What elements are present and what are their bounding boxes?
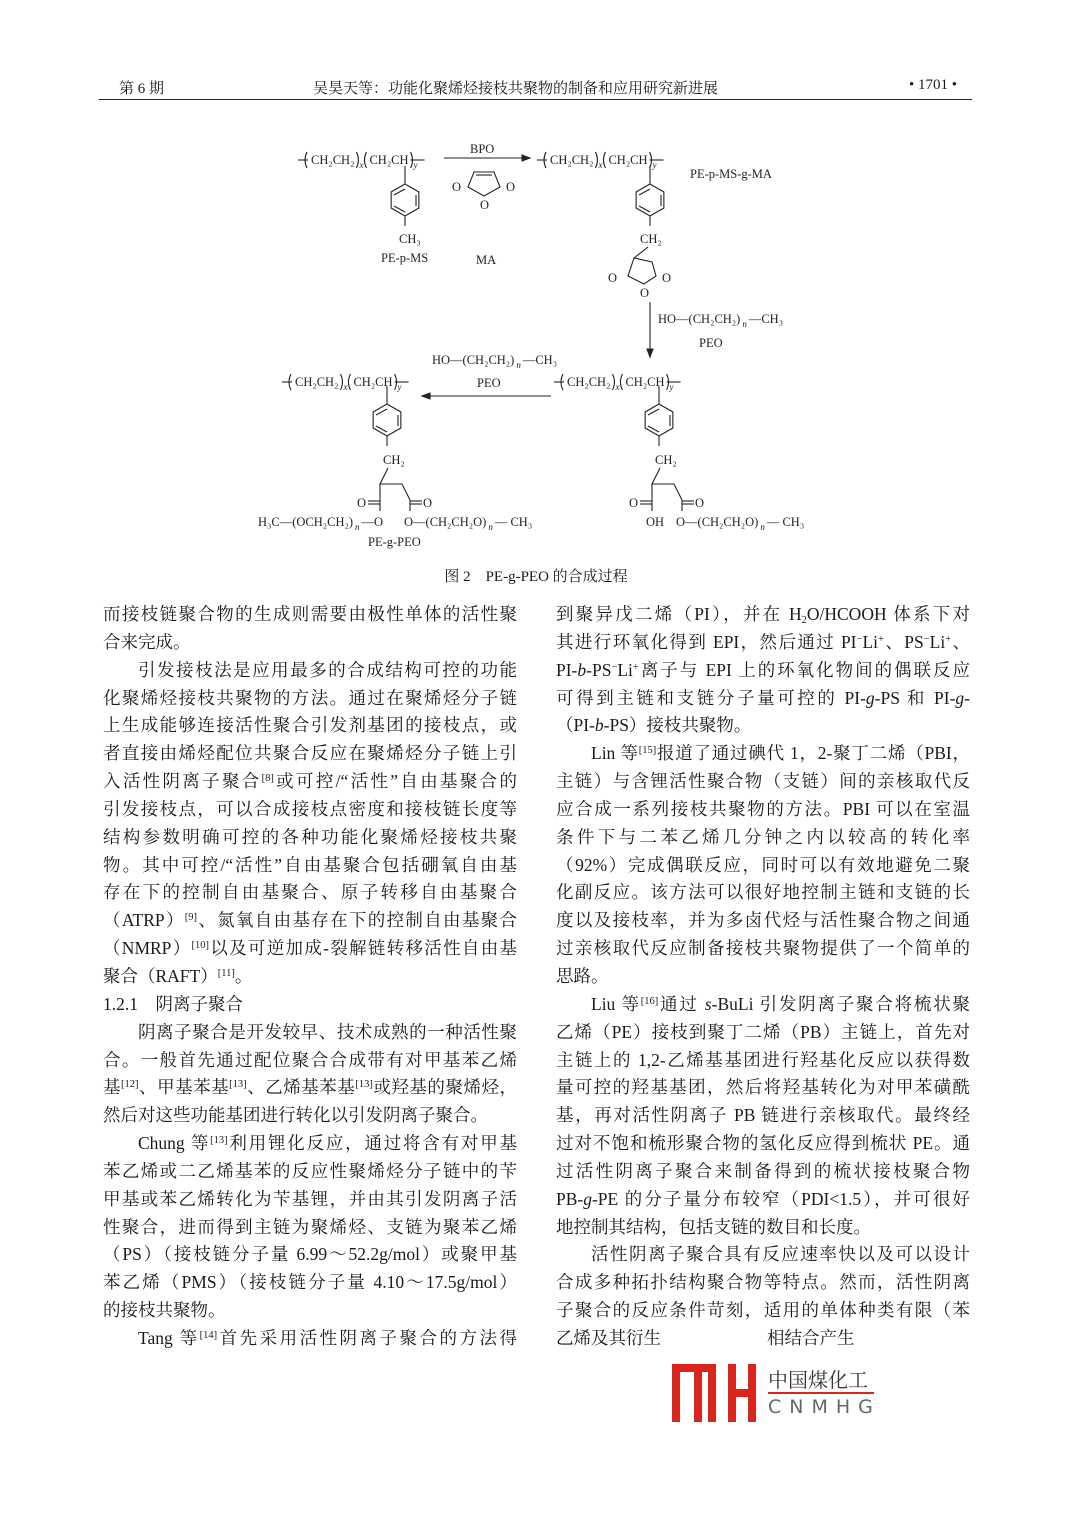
text-line	[103, 657, 517, 685]
text-run: 、乙烯基苯基	[246, 1077, 356, 1098]
text-line	[556, 1241, 970, 1269]
text-run: 物。其中可控/“活性”自由基聚合包括硼氧自由基	[103, 854, 517, 875]
italic-prefix: g	[583, 1188, 592, 1209]
text-run: 子聚合的反应条件苛刻，适用的单体种类有限（苯	[556, 1300, 970, 1321]
text-line	[103, 1047, 517, 1075]
text-run: 、氮氧自由基存在下的控制自由基聚合	[197, 910, 517, 931]
text-line	[103, 963, 517, 991]
text-run: 苯乙烯（PMS）（接枝链分子量 4.10～17.5g/mol）	[103, 1272, 517, 1293]
text-line	[556, 963, 970, 991]
peo-ester-chain: O—(CH₂CH₂O)	[676, 515, 759, 529]
text-line	[556, 712, 970, 740]
text-run: 量可控的羟基基团，然后将羟基转化为对甲苯磺酰	[556, 1077, 970, 1098]
text-run: 苯乙烯或二乙烯基苯的反应性聚烯烃分子链中的苄	[103, 1160, 517, 1181]
bracket-close	[356, 152, 358, 168]
citation-ref: [16]	[640, 995, 659, 1007]
text-line	[556, 1325, 970, 1353]
text-run: O/HCOOH 体系下对	[806, 604, 970, 624]
text-run: -	[964, 687, 970, 708]
subscript-label: n	[516, 360, 521, 370]
text-run: 度以及接枝率，并为多卤代烃与活性聚合物之间通	[556, 910, 970, 931]
oxygen: O	[480, 198, 490, 212]
text-run: 引发接枝法是应用最多的合成结构可控的功能	[138, 659, 517, 680]
text-line	[556, 1074, 970, 1102]
text-run: 上生成能够连接活性聚合引发剂基团的接枝点，或	[103, 715, 517, 736]
italic-prefix: g	[955, 687, 965, 708]
text-run: 1.2.1 阴离子聚合	[103, 993, 243, 1014]
text-run: 、甲基苯基	[138, 1077, 230, 1098]
text-run: 化聚烯烃接枝共聚物的方法。通过在聚烯烃分子链	[103, 687, 517, 708]
citation-ref: [13]	[355, 1079, 373, 1091]
text-run: Li	[862, 631, 878, 652]
text-line	[556, 740, 970, 768]
text-run: -BuLi 引发阴离子聚合将梳状聚	[711, 993, 970, 1014]
text-run: 条件下与二苯乙烯几分钟之内以较高的转化率	[556, 826, 970, 847]
text-run: 乙烯（PE）接枝到聚丁二烯（PB）主链上，首先对	[556, 1021, 970, 1042]
text-run: 、PS	[883, 631, 924, 652]
text-run: 基	[103, 1077, 122, 1098]
text-line	[103, 1214, 517, 1242]
text-run: Liu 等	[591, 993, 641, 1014]
text-run: 基，再对活性阴离子 PB 链进行亲核取代。最终经	[556, 1105, 970, 1126]
text-run: 合来完成。	[103, 631, 191, 652]
text-run: 或羟基的聚烯烃，	[372, 1077, 518, 1098]
repeat-unit-ethylene: CH₂CH₂	[311, 153, 355, 167]
text-run: （PI-	[556, 715, 595, 736]
bracket-close	[612, 374, 614, 390]
oxygen: O	[506, 180, 516, 194]
repeat-unit-styrene: CH₂CH	[608, 153, 648, 167]
text-run: 以及可逆加成-裂解链转移活性自由基	[209, 938, 517, 959]
subscript-label: x	[359, 160, 364, 170]
text-line	[556, 1130, 970, 1158]
text-line	[103, 1297, 517, 1325]
repeat-unit-styrene: CH₂CH	[625, 375, 665, 389]
text-run: Tang 等	[138, 1327, 200, 1348]
text-run: 、	[951, 631, 971, 652]
text-line	[103, 991, 517, 1019]
text-run: 主链上的 1,2-乙烯基基团进行羟基化反应以获得数	[556, 1049, 970, 1070]
text-line	[556, 1214, 970, 1242]
text-run: 合成多种拓扑结构聚合物等特点。然而，活性阴离	[556, 1272, 970, 1293]
text-run: 存在下的控制自由基聚合、原子转移自由基聚合	[103, 882, 517, 903]
synthesis-scheme-figure	[0, 0, 1072, 560]
bracket-open	[364, 152, 366, 168]
text-run: 而接枝链聚合物的生成则需要由极性单体的活性聚	[103, 604, 517, 624]
repeat-unit-styrene: CH₂CH	[353, 375, 393, 389]
oxygen: O	[640, 286, 650, 300]
text-run: 合。一般首先通过配位聚合合成带有对甲基苯乙烯	[103, 1049, 517, 1070]
compound-label-pe-p-ms: PE-p-MS	[381, 251, 429, 265]
text-line	[103, 824, 517, 852]
text-line	[556, 935, 970, 963]
text-run: 阴离子聚合是开发较早、技术成熟的一种活性聚	[138, 1021, 517, 1042]
text-line	[103, 629, 517, 657]
cnmhg-logo-icon	[670, 1362, 760, 1424]
text-run: 者直接由烯烃配位共聚合反应在聚烯烃分子链上引	[103, 743, 517, 764]
text-run: 思路。	[556, 965, 609, 986]
citation-ref: [10]	[191, 940, 210, 952]
text-line	[556, 1269, 970, 1297]
text-line	[103, 1269, 517, 1297]
text-line	[556, 1186, 970, 1214]
peo-reagent-end: —CH₃	[522, 353, 558, 367]
oxygen: O	[452, 180, 462, 194]
text-run: 可得到主链和支链分子量可控的 PI-	[556, 687, 866, 708]
left-column	[103, 601, 517, 1353]
charge-superscript: +	[945, 633, 952, 645]
subscript-label: x	[343, 382, 348, 392]
citation-ref: [14]	[199, 1329, 218, 1341]
peo-reagent-end: —CH₃	[748, 312, 784, 326]
charge-superscript: +	[632, 661, 639, 673]
compound-label-pe-g-peo: PE-g-PEO	[368, 535, 421, 549]
text-run: 聚合（RAFT）	[103, 965, 218, 986]
text-line	[556, 1047, 970, 1075]
text-run: 到聚异戊二烯（PI），并在 H	[556, 604, 802, 624]
bond-line	[634, 247, 648, 258]
text-run: -PS）接枝共聚物。	[603, 715, 752, 736]
text-line	[556, 1019, 970, 1047]
carbonyl-oxygen: O	[629, 496, 639, 510]
italic-prefix: b	[577, 659, 587, 680]
text-line	[556, 824, 970, 852]
charge-superscript: −	[923, 633, 930, 645]
bracket-open	[620, 374, 622, 390]
repeat-unit-ethylene: CH₂CH₂	[567, 375, 611, 389]
watermark	[670, 1362, 880, 1424]
peo-ester-end: —O	[361, 515, 384, 529]
text-line	[103, 935, 517, 963]
text-line	[103, 685, 517, 713]
text-run: 应合成一系列接枝共聚物的方法。PBI 可以在室温	[556, 798, 970, 819]
text-line	[103, 1325, 517, 1353]
text-run: 离子与 EPI 上的环氧化物间的偶联反应	[638, 659, 970, 680]
arrow-head-icon	[522, 155, 530, 161]
oxygen: O	[662, 271, 672, 285]
text-line	[556, 1297, 970, 1325]
repeat-unit-ethylene: CH₂CH₂	[295, 375, 339, 389]
charge-superscript: +	[878, 633, 884, 645]
charge-superscript: −	[856, 633, 863, 645]
text-run: 通过	[658, 993, 705, 1014]
peo-reagent: HO—(CH₂CH₂)	[432, 353, 515, 367]
text-run: 甲基或苯乙烯转化为苄基锂，并由其引发阴离子活	[103, 1188, 517, 1209]
text-run: -PS 和 PI-	[874, 687, 956, 708]
text-line	[556, 991, 970, 1019]
text-run: -PS	[586, 659, 612, 680]
text-run: 报道了通过碘代 1，2-聚丁二烯（PBI，	[656, 743, 970, 764]
subscript-label: y	[652, 160, 657, 170]
italic-prefix: g	[865, 687, 875, 708]
maleic-anhydride-ring-icon	[468, 172, 500, 196]
methylene-group: CH₂	[640, 232, 662, 246]
text-run: 过对不饱和梳形聚合物的氢化反应得到梳状 PE。通	[556, 1133, 970, 1154]
repeat-unit-ethylene: CH₂CH₂	[550, 153, 594, 167]
subscript-label: n	[355, 522, 360, 532]
text-line	[556, 657, 970, 685]
methyl-group: CH₃	[399, 232, 421, 246]
text-run: 。	[234, 965, 253, 986]
text-line	[556, 879, 970, 907]
subscript-label: y	[413, 160, 418, 170]
text-line	[556, 907, 970, 935]
methylene-group: CH₂	[655, 453, 677, 467]
text-run: Li	[617, 659, 633, 680]
text-run: 过活性阴离子聚合来制备得到的梳状接枝聚合物	[556, 1160, 970, 1181]
text-line	[556, 629, 970, 657]
text-run: （92%）完成偶联反应，同时可以有效地避免二聚	[556, 854, 970, 875]
figure-caption: 图 2 PE-g-PEO 的合成过程	[444, 569, 628, 585]
text-line	[556, 1158, 970, 1186]
oxygen: O	[608, 271, 618, 285]
text-line	[556, 685, 970, 713]
subscript-label: n	[742, 319, 747, 329]
text-run: 地控制其结构，包括支链的数目和长度。	[556, 1216, 871, 1237]
text-run: 过亲核取代反应制备接枝共聚物提供了一个简单的	[556, 938, 970, 959]
subscript-label: y	[397, 382, 402, 392]
text-line	[103, 1186, 517, 1214]
bracket-open	[603, 152, 605, 168]
reagent-bpo: BPO	[470, 142, 495, 156]
text-line	[103, 601, 517, 629]
text-run: 利用锂化反应，通过将含有对甲基	[227, 1133, 517, 1154]
subscript: 2	[801, 615, 807, 626]
text-run: 乙烯及其衍生	[556, 1327, 661, 1348]
text-run: -PE 的分子量分布较窄（PDI<1.5），并可很好	[591, 1188, 970, 1209]
text-line	[103, 1074, 517, 1102]
issue-number: 第 6 期	[119, 81, 165, 97]
italic-prefix: s	[704, 993, 712, 1014]
citation-ref: [12]	[121, 1079, 139, 1091]
text-run: 化副反应。该方法可以很好地控制主链和支链的长	[556, 882, 970, 903]
peo-reagent: HO—(CH₂CH₂)	[658, 312, 741, 326]
text-line	[103, 768, 517, 796]
arrow-head-icon	[422, 393, 430, 399]
peo-ester-end: — CH₃	[494, 515, 533, 529]
subscript-label: y	[669, 382, 674, 392]
text-line	[103, 1241, 517, 1269]
watermark-chinese: 中国煤化工	[768, 1368, 868, 1392]
text-line	[103, 907, 517, 935]
text-line	[103, 1158, 517, 1186]
compound-label-pe-p-ms-g-ma: PE-p-MS-g-MA	[690, 167, 772, 181]
text-run: 结构参数明确可控的各种功能化聚烯烃接枝共聚	[103, 826, 517, 847]
benzene-ring-icon	[391, 184, 419, 216]
carbonyl-oxygen: O	[695, 496, 705, 510]
text-line	[103, 712, 517, 740]
repeat-unit-styrene: CH₂CH	[369, 153, 409, 167]
watermark-underline	[768, 1392, 874, 1394]
text-run: PI-	[556, 659, 578, 680]
text-run: 性聚合，进而得到主链为聚烯烃、支链为聚苯乙烯	[103, 1216, 517, 1237]
citation-ref: [8]	[261, 773, 274, 785]
bracket-close	[340, 374, 342, 390]
anhydride-ring-icon	[628, 258, 656, 284]
benzene-ring-icon	[373, 404, 401, 436]
text-line	[103, 1019, 517, 1047]
text-line	[556, 1102, 970, 1130]
text-line	[103, 1102, 517, 1130]
compound-label-ma: MA	[476, 253, 497, 267]
text-line	[103, 740, 517, 768]
text-run: 活性阴离子聚合具有反应速率快以及可以设计	[591, 1244, 970, 1265]
running-title: 吴昊天等：功能化聚烯烃接枝共聚物的制备和应用研究新进展	[313, 81, 719, 97]
citation-ref: [15]	[638, 745, 657, 757]
text-run: 相结合产生	[767, 1327, 855, 1348]
text-run: 入活性阴离子聚合	[103, 771, 262, 792]
text-line	[103, 1130, 517, 1158]
citation-ref: [13]	[210, 1135, 228, 1147]
peo-ester-chain: O—(CH₂CH₂O)	[404, 515, 487, 529]
subscript-label: x	[615, 382, 620, 392]
subscript-label: n	[760, 522, 765, 532]
text-run: Chung 等	[138, 1133, 211, 1154]
text-run: （NMRP）	[103, 938, 192, 959]
citation-ref: [9]	[184, 912, 198, 924]
text-run: （ATRP）	[103, 910, 185, 931]
text-run: Lin 等	[591, 743, 639, 764]
page-number: • 1701 •	[909, 77, 958, 93]
text-line	[556, 796, 970, 824]
text-run: （PS）（接枝链分子量 6.99～52.2g/mol）或聚甲基	[103, 1244, 517, 1265]
citation-ref: [11]	[217, 967, 235, 979]
text-line	[103, 852, 517, 880]
text-line	[103, 796, 517, 824]
subscript-label: x	[598, 160, 603, 170]
bracket-close	[595, 152, 597, 168]
text-run: 的接枝共聚物。	[103, 1300, 226, 1321]
carbonyl-oxygen: O	[357, 496, 367, 510]
text-run: 然后对这些功能基团进行转化以引发阴离子聚合。	[103, 1105, 488, 1126]
carbonyl-oxygen: O	[423, 496, 433, 510]
text-run: Li	[929, 631, 946, 652]
text-run: 首先采用活性阴离子聚合的方法得	[217, 1327, 517, 1348]
text-line	[103, 879, 517, 907]
citation-ref: [13]	[229, 1079, 247, 1091]
right-column	[556, 601, 970, 1353]
text-line	[556, 852, 970, 880]
benzene-ring-icon	[645, 404, 673, 436]
text-run: 引发接枝点，可以合成接枝点密度和接枝链长度等	[103, 798, 517, 819]
subscript-label: n	[488, 522, 493, 532]
italic-prefix: b	[594, 715, 604, 736]
text-line	[556, 601, 970, 629]
text-line	[556, 768, 970, 796]
peo-ester-end: — CH₃	[766, 515, 805, 529]
backbone-bond	[380, 468, 410, 511]
arrow-head-icon	[647, 349, 653, 357]
charge-superscript: −	[611, 661, 618, 673]
methylene-group: CH₂	[383, 453, 405, 467]
text-run: 或可控/“活性”自由基聚合的	[273, 771, 517, 792]
text-run: PB-	[556, 1188, 584, 1209]
reagent-label-peo: PEO	[699, 336, 723, 350]
benzene-ring-icon	[636, 184, 664, 216]
hydroxyl-group: OH	[646, 515, 665, 529]
text-run: 主链）与含锂活性聚合物（支链）间的亲核取代反	[556, 771, 970, 792]
bracket-open	[348, 374, 350, 390]
reagent-label-peo: PEO	[477, 376, 501, 390]
backbone-bond	[652, 468, 682, 511]
peo-ester-chain: H₃C—(OCH₂CH₂)	[258, 515, 354, 529]
watermark-english: CNMHG	[768, 1396, 881, 1418]
text-run: 其进行环氧化得到 EPI，然后通过 PI	[556, 631, 857, 652]
